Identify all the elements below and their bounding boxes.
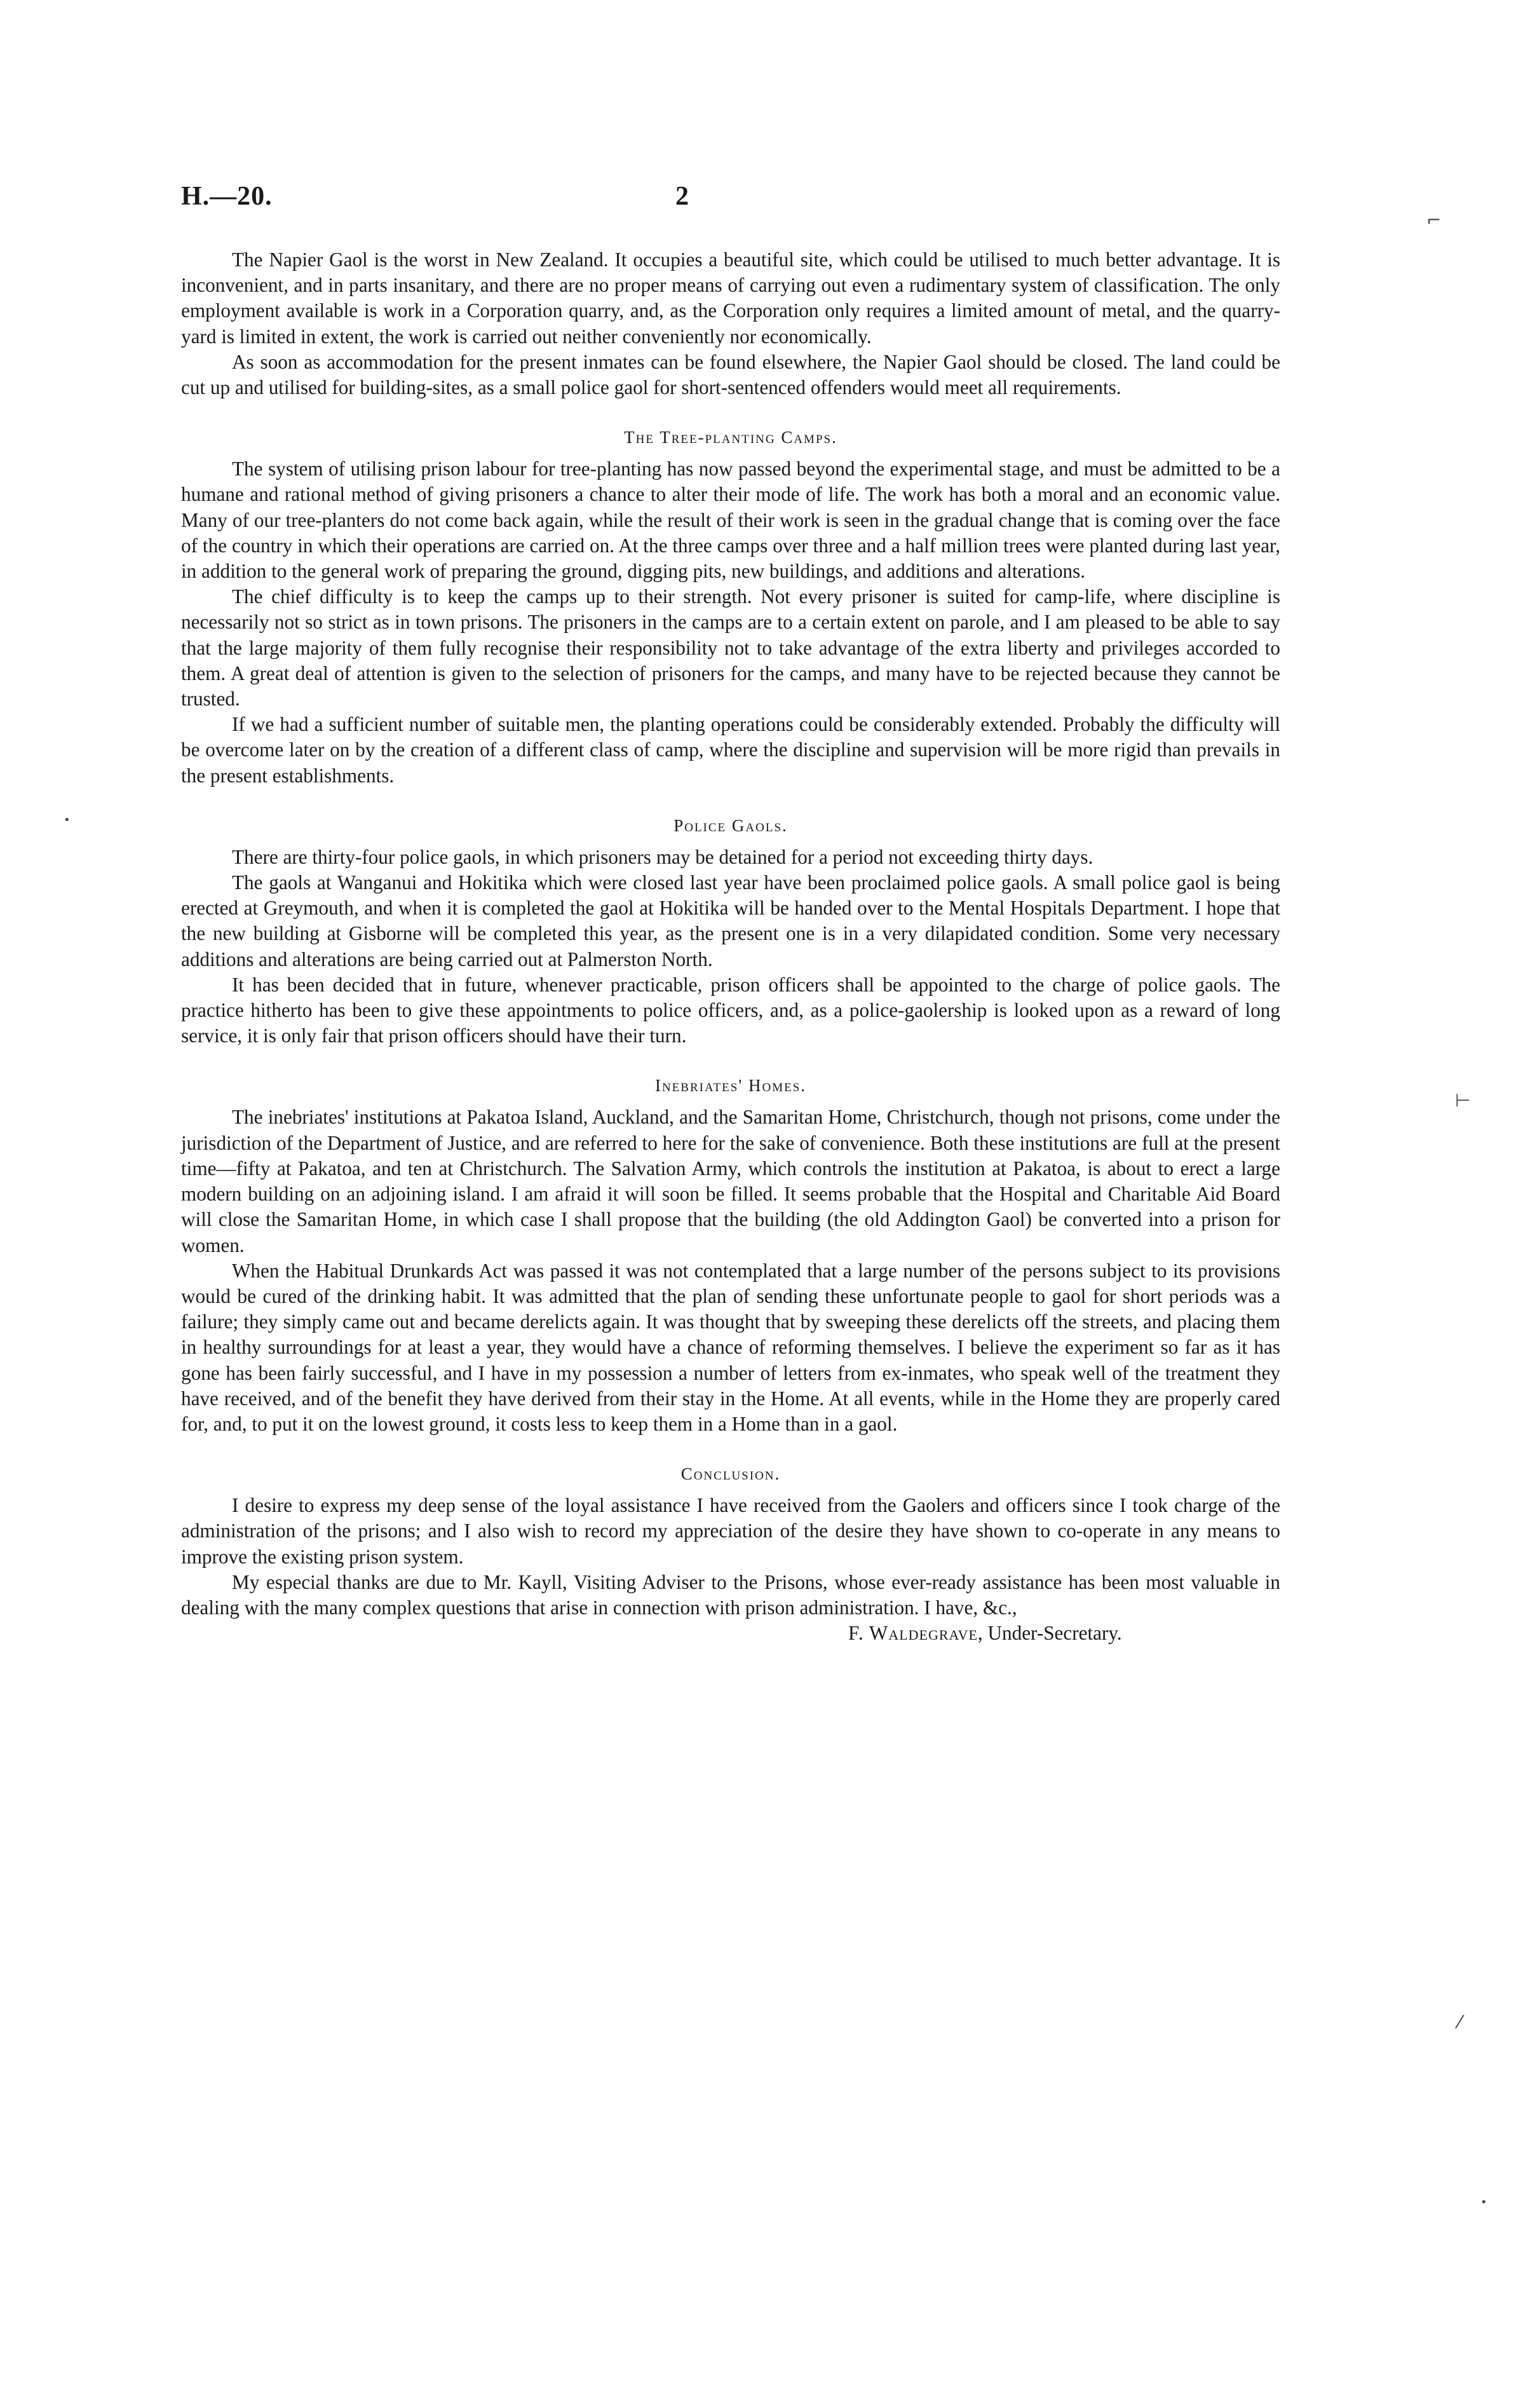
paragraph: The Napier Gaol is the worst in New Zealand. It occupies a beautiful site, which could be utilised to much better advantage. It is inconvenient, and in parts insanitary, and there are no proper means of carrying out even a rudimentary system of classification. The only employment available is work in a Corporation quarry, and, as the Corporation only requires a limited amount of metal, and the quarry-yard is limited in extent, the work is carried out neither conveniently nor economically. <box>181 248 1280 348</box>
paragraph: When the Habitual Drunkards Act was passed it was not contemplated that a large number of the persons subject to its provisions would be cured of the drinking habit. It was admitted that the plan of sending these unfortunate people to gaol for short periods was a failure; they simply came out and became derelicts again. It was thought that by sweeping these derelicts off the streets, and placing them in healthy surroundings for at least a year, they would have a chance of reforming themselves. I believe the experiment so far as it has gone has been fairly successful, and I have in my possession a number of letters from ex-inmates, who speak well of the treatment they have received, and of the benefit they have derived from their stay in the Home. At all events, while in the Home they are properly cared for, and, to put it on the lowest ground, it costs less to keep them in a Home than in a gaol. <box>181 1259 1280 1435</box>
page-number: 2 <box>675 182 689 211</box>
signatory-title: , Under-Secretary. <box>977 1622 1122 1645</box>
scan-mark-decoration: ⊢ <box>1455 1090 1471 1111</box>
section-police-gaols <box>181 813 1280 1049</box>
paragraph: The system of utilising prison labour for tree-planting has now passed beyond the experimental stage, and must be admitted to be a humane and rational method of giving prisoners a chance to alter their mode of life. The work has both a moral and an economic value. Many of our tree-planters do not come back again, while the result of their work is seen in the gradual change that is coming over the face of the country in which their operations are carried on. At the three camps over three and a half million trees were planted during last year, in addition to the general work of preparing the ground, digging pits, new buildings, and additions and alterations. <box>181 458 1280 583</box>
document-page <box>181 181 1280 1647</box>
paragraph: As soon as accommodation for the present inmates can be found elsewhere, the Napier Gaol should be closed. The land could be cut up and utilised for building-sites, as a small police gaol for short-sentenced offenders would meet all requirements. <box>181 350 1280 399</box>
signature-block <box>181 1621 1280 1647</box>
paragraph: There are thirty-four police gaols, in which prisoners may be detained for a period not exceeding thirty days. <box>232 845 1093 868</box>
signature <box>848 1621 1122 1646</box>
document-reference: H.—20. <box>181 182 273 211</box>
paragraph: It has been decided that in future, whenever practicable, prison officers shall be appointed to the charge of police gaols. The practice hitherto has been to give these appointments to police officers, and, as a police-gaolership is looked upon as a reward of long service, it is only fair that prison officers should have their turn. <box>181 973 1280 1047</box>
section-heading: Police Gaols. <box>673 815 788 835</box>
scan-mark-decoration: ⌐ <box>1426 210 1442 231</box>
paragraph: The chief difficulty is to keep the camps up to their strength. Not every prisoner is suited for camp-life, where discipline is necessarily not so strict as in town prisons. The prisoners in the camps are to a certain extent on parole, and I am pleased to be able to say that the large majority of them fully recognise their responsibility not to take advantage of the extra liberty and privileges accorded to them. A great deal of attention is given to the selection of prisoners for the camps, and many have to be rejected because they cannot be trusted. <box>181 585 1280 711</box>
section-inebriates-homes <box>181 1073 1280 1437</box>
scan-mark-decoration: ⁄ <box>1458 2011 1461 2032</box>
section-napier-gaol <box>181 247 1280 400</box>
paragraph: My especial thanks are due to Mr. Kayll, Visiting Adviser to the Prisons, whose ever-ready assistance has been most valuable in dealing with the many complex questions that arise in connection with prison administration. I have, &c., <box>181 1570 1280 1619</box>
section-tree-planting-camps <box>181 425 1280 789</box>
paragraph: If we had a sufficient number of suitable men, the planting operations could be considerably extended. Probably the difficulty will be overcome later on by the creation of a different class of camp, where the discipline and supervision will be more rigid than prevails in the present establishments. <box>181 713 1280 787</box>
paragraph: The inebriates' institutions at Pakatoa Island, Auckland, and the Samaritan Home, Christchurch, though not prisons, come under the jurisdiction of the Department of Justice, and are referred to here for the sake of convenience. Both these institutions are full at the present time—fifty at Pakatoa, and ten at Christchurch. The Salvation Army, which controls the institution at Pakatoa, is about to erect a large modern building on an adjoining island. I am afraid it will soon be filled. It seems probable that the Hospital and Charitable Aid Board will close the Samaritan Home, in which case I shall propose that the building (the old Addington Gaol) be converted into a prison for women. <box>181 1106 1280 1256</box>
paragraph: I desire to express my deep sense of the loyal assistance I have received from the Gaolers and officers since I took charge of the administration of the prisons; and I also wish to record my appreciation of the desire they have shown to co-operate in any means to improve the existing prison system. <box>181 1494 1280 1568</box>
signatory-name: F. Waldegrave <box>848 1622 978 1645</box>
section-heading: The Tree-planting Camps. <box>624 428 837 447</box>
paragraph: The gaols at Wanganui and Hokitika which were closed last year have been proclaimed police gaols. A small police gaol is being erected at Greymouth, and when it is completed the gaol at Hokitika will be handed over to the Mental Hospitals Department. I hope that the new building at Gisborne will be completed this year, as the present one is in a very dilapidated condition. Some very necessary additions and alterations are being carried out at Palmerston North. <box>181 871 1280 970</box>
section-conclusion <box>181 1461 1280 1621</box>
section-heading: Conclusion. <box>680 1464 781 1484</box>
page-header <box>181 181 1280 226</box>
scan-mark-decoration: • <box>64 813 71 827</box>
scan-mark-decoration: • <box>1480 2196 1487 2209</box>
section-heading: Inebriates' Homes. <box>654 1076 807 1096</box>
